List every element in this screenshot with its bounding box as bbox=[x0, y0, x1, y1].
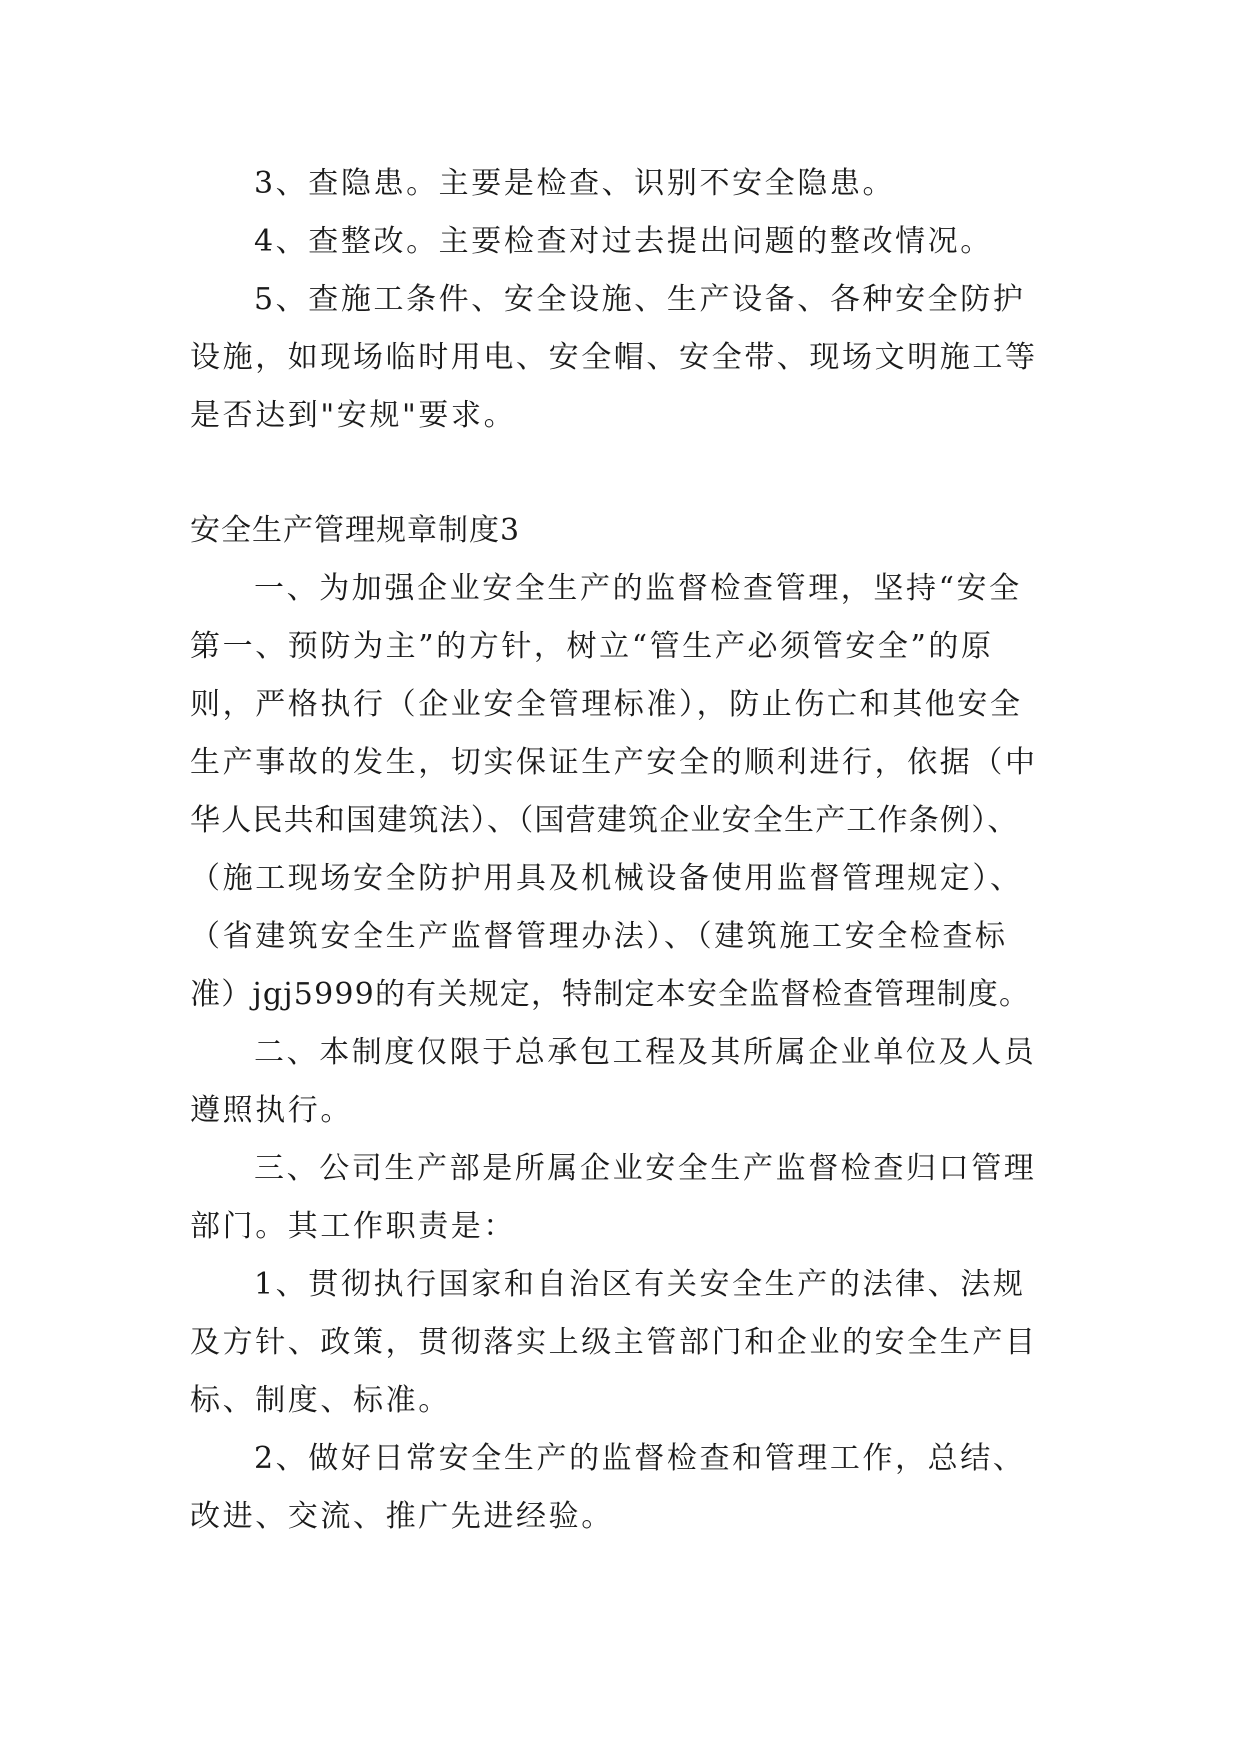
paragraph-line: 是否达到"安规"要求。 bbox=[190, 398, 517, 433]
paragraph-line: 4、查整改。主要检查对过去提出问题的整改情况。 bbox=[254, 224, 993, 259]
section-heading: 安全生产管理规章制度3 bbox=[190, 513, 521, 548]
paragraph-line: 及方针、政策，贯彻落实上级主管部门和企业的安全生产目 bbox=[190, 1325, 1038, 1360]
section-a bbox=[190, 155, 1070, 445]
paragraph-line: 则，严格执行（企业安全管理标准），防止伤亡和其他安全 bbox=[190, 687, 1023, 722]
paragraph-line: 设施，如现场临时用电、安全帽、安全带、现场文明施工等 bbox=[190, 340, 1038, 375]
paragraph-line: 5、查施工条件、安全设施、生产设备、各种安全防护 bbox=[254, 282, 1026, 317]
section-b bbox=[190, 502, 1070, 1546]
paragraph-line: 第一、预防为主”的方针，树立“管生产必须管安全”的原 bbox=[190, 629, 994, 664]
paragraph-line: 准）jgj5999的有关规定，特制定本安全监督检查管理制度。 bbox=[190, 977, 1031, 1012]
paragraph-line: 改进、交流、推广先进经验。 bbox=[190, 1499, 614, 1534]
paragraph-line: 华人民共和国建筑法）、（国营建筑企业安全生产工作条例）、 bbox=[190, 803, 1019, 838]
paragraph-line: 3、查隐患。主要是检查、识别不安全隐患。 bbox=[254, 166, 896, 201]
paragraph-line: 2、做好日常安全生产的监督检查和管理工作，总结、 bbox=[254, 1441, 1026, 1476]
paragraph-line: （省建筑安全生产监督管理办法）、（建筑施工安全检查标 bbox=[190, 919, 1008, 954]
paragraph-line: 遵照执行。 bbox=[190, 1093, 353, 1128]
paragraph-line: 一、为加强企业安全生产的监督检查管理，坚持“安全 bbox=[254, 571, 1022, 606]
paragraph-line: 标、制度、标准。 bbox=[190, 1383, 451, 1418]
paragraph-line: 二、本制度仅限于总承包工程及其所属企业单位及人员 bbox=[254, 1035, 1037, 1070]
paragraph-line: 1、贯彻执行国家和自治区有关安全生产的法律、法规 bbox=[254, 1267, 1026, 1302]
paragraph-line: 生产事故的发生，切实保证生产安全的顺利进行，依据（中 bbox=[190, 745, 1038, 780]
paragraph-line: （施工现场安全防护用具及机械设备使用监督管理规定）、 bbox=[190, 861, 1023, 896]
paragraph-line: 部门。其工作职责是： bbox=[190, 1209, 516, 1244]
paragraph-line: 三、公司生产部是所属企业安全生产监督检查归口管理 bbox=[254, 1151, 1037, 1186]
